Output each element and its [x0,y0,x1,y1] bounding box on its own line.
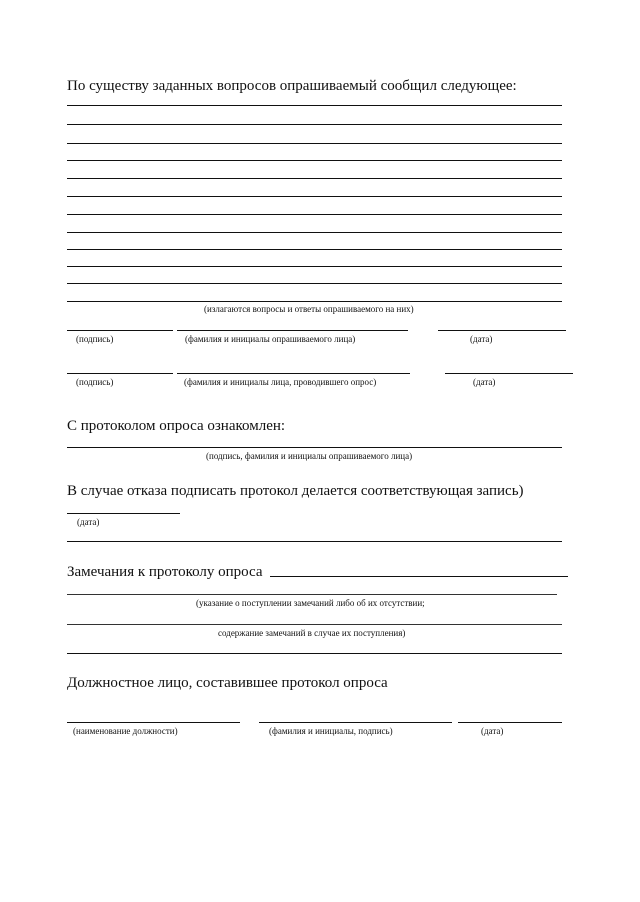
answers-caption: (излагаются вопросы и ответы опрашиваемого на них) [204,304,414,314]
refusal-record-line[interactable] [67,541,562,542]
official-position-line[interactable] [67,722,240,723]
answer-line-3[interactable] [67,143,562,144]
remarks-caption-1: (указание о поступлении замечаний либо об их отсутствии; [196,598,425,608]
refusal-date-line[interactable] [67,513,180,514]
interviewer-date-line[interactable] [445,373,573,374]
official-position-caption: (наименование должности) [73,726,178,736]
interviewee-name-line[interactable] [177,330,408,331]
answer-line-4[interactable] [67,160,562,161]
interviewer-signature-caption: (подпись) [76,377,114,387]
official-name-caption: (фамилия и инициалы, подпись) [269,726,393,736]
remarks-line-3[interactable] [67,653,562,654]
answer-line-9[interactable] [67,249,562,250]
answer-line-7[interactable] [67,214,562,215]
official-date-caption: (дата) [481,726,504,736]
answer-line-8[interactable] [67,232,562,233]
acquaintance-caption: (подпись, фамилия и инициалы опрашиваемого лица) [206,451,413,461]
refusal-date-caption: (дата) [77,517,100,527]
answers-heading: По существу заданных вопросов опрашиваемый сообщил следующее: [67,78,517,94]
interviewer-name-line[interactable] [177,373,410,374]
interviewee-name-caption: (фамилия и инициалы опрашиваемого лица) [185,334,356,344]
answer-line-12[interactable] [67,301,562,302]
answer-line-10[interactable] [67,266,562,267]
interviewer-signature-line[interactable] [67,373,173,374]
interviewer-name-caption: (фамилия и инициалы лица, проводившего опрос) [184,377,377,387]
interviewee-date-line[interactable] [438,330,566,331]
official-name-line[interactable] [259,722,452,723]
interviewee-date-caption: (дата) [470,334,493,344]
interviewee-signature-line[interactable] [67,330,173,331]
refusal-heading: В случае отказа подписать протокол делается соответствующая запись) [67,483,524,499]
remarks-inline-line[interactable] [270,576,568,577]
official-heading: Должностное лицо, составившее протокол опроса [67,675,388,691]
remarks-caption-2: содержание замечаний в случае их поступления) [218,628,406,638]
answer-line-2[interactable] [67,124,562,125]
answer-line-5[interactable] [67,178,562,179]
answer-line-6[interactable] [67,196,562,197]
official-date-line[interactable] [458,722,562,723]
answer-line-11[interactable] [67,283,562,284]
remarks-heading: Замечания к протоколу опроса [67,564,263,580]
answer-line-1[interactable] [67,105,562,106]
remarks-line-1[interactable] [67,594,557,595]
acquaintance-line[interactable] [67,447,562,448]
remarks-line-2[interactable] [67,624,562,625]
interviewer-date-caption: (дата) [473,377,496,387]
acquaintance-heading: С протоколом опроса ознакомлен: [67,418,286,434]
interviewee-signature-caption: (подпись) [76,334,114,344]
